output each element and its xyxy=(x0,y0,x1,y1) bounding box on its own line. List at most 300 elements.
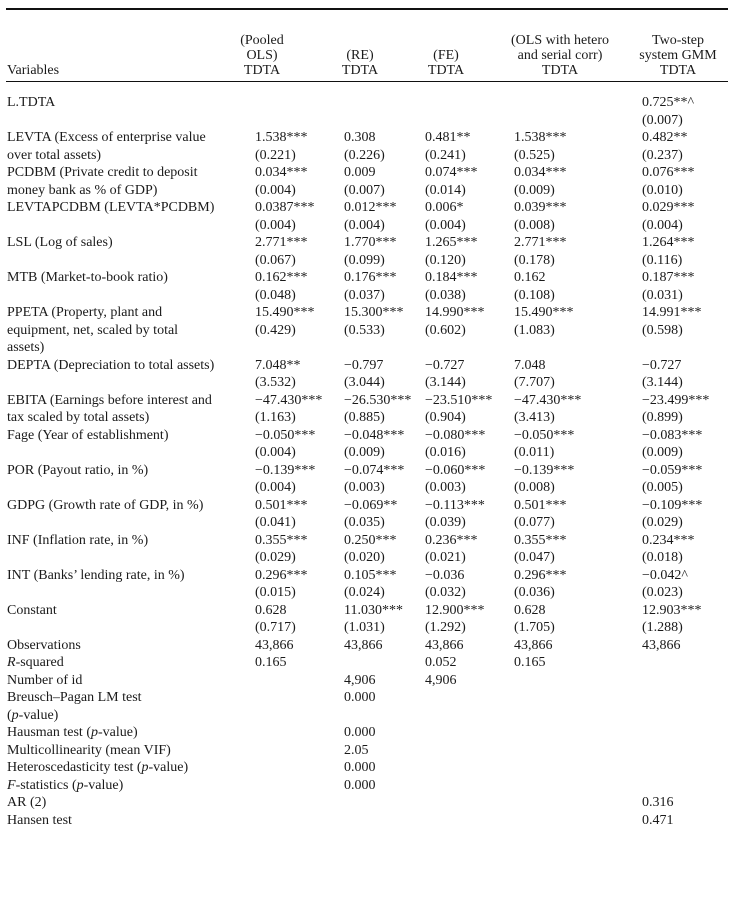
statistic-value: 43,866 xyxy=(642,637,681,653)
coef-cell xyxy=(218,567,318,602)
standard-error: (0.023) xyxy=(642,585,683,600)
standard-error: (0.039) xyxy=(425,515,466,530)
standard-error: (0.077) xyxy=(514,515,555,530)
statistic-label: Number of id xyxy=(7,672,83,688)
coef-cell xyxy=(612,532,734,567)
standard-error: (0.899) xyxy=(642,410,683,425)
stat-cell xyxy=(490,637,612,655)
standard-error: (1.705) xyxy=(514,620,555,635)
statistic-label: ( xyxy=(7,707,12,723)
coefficient-value: 0.308 xyxy=(344,130,376,145)
coefficient-value: 1.265*** xyxy=(425,235,478,250)
coefficient-value: 0.628 xyxy=(255,602,287,618)
standard-error: (1.083) xyxy=(514,322,555,338)
stat-cell xyxy=(404,812,490,830)
coefficient-value: 1.770*** xyxy=(344,235,397,250)
stat-row xyxy=(0,777,734,795)
coefficient-value: 1.538*** xyxy=(255,130,308,145)
coefficient-value: −0.797 xyxy=(344,357,384,373)
coefficient-value: 0.039*** xyxy=(514,200,567,215)
stat-cell xyxy=(612,794,734,812)
coef-cell xyxy=(404,304,490,357)
stat-cell xyxy=(318,637,404,655)
coefficient-value: −0.050*** xyxy=(255,427,316,443)
stat-cell xyxy=(612,759,734,777)
coefficient-value: 15.300*** xyxy=(344,305,404,320)
italic-symbol: R xyxy=(7,655,16,670)
coefficient-value: 0.481** xyxy=(425,130,471,145)
coef-cell xyxy=(490,602,612,637)
coef-cell xyxy=(490,462,612,497)
variable-name: PCDBM (Private credit to deposit money bank as % of GDP) xyxy=(7,165,198,198)
italic-symbol: p xyxy=(11,707,19,723)
standard-error: (0.602) xyxy=(425,322,466,338)
table-row xyxy=(0,602,734,637)
standard-error: (0.037) xyxy=(344,287,385,303)
coef-cell xyxy=(490,234,612,269)
stat-cell xyxy=(490,672,612,690)
coefficient-value: −0.059*** xyxy=(642,462,703,478)
statistic-label: Observations xyxy=(7,637,81,653)
coefficient-value: 0.250*** xyxy=(344,532,397,548)
standard-error: (0.007) xyxy=(642,112,683,128)
standard-error: (3.144) xyxy=(425,375,466,390)
coefficient-value: 0.482** xyxy=(642,130,688,145)
coefficient-value: 0.105*** xyxy=(344,567,397,583)
coef-cell xyxy=(318,269,404,304)
standard-error: (0.099) xyxy=(344,252,385,268)
coefficient-value: 0.234*** xyxy=(642,532,695,548)
coef-cell xyxy=(218,497,318,532)
statistic-value: 0.316 xyxy=(642,795,674,810)
italic-symbol: p xyxy=(90,725,98,740)
standard-error: (0.041) xyxy=(255,515,296,530)
statistic-value: 0.000 xyxy=(344,777,376,793)
statistic-value: 0.000 xyxy=(344,760,376,775)
standard-error: (0.009) xyxy=(344,445,385,460)
header-col-title: (OLS with hetero xyxy=(511,33,609,48)
stat-cell xyxy=(490,777,612,795)
standard-error: (1.288) xyxy=(642,620,683,635)
table-row xyxy=(0,234,734,269)
coefficient-value: 0.176*** xyxy=(344,270,397,285)
header-col-title-2: and serial corr) xyxy=(517,48,603,63)
standard-error: (0.004) xyxy=(255,217,296,233)
coef-cell xyxy=(404,567,490,602)
coef-cell xyxy=(612,602,734,637)
header-col-re xyxy=(330,14,390,78)
standard-error: (1.031) xyxy=(344,620,385,635)
standard-error: (0.008) xyxy=(514,217,555,233)
coefficient-value: 0.296*** xyxy=(255,567,308,583)
stat-cell xyxy=(218,689,318,707)
stat-cell xyxy=(404,654,490,672)
standard-error: (0.116) xyxy=(642,252,683,268)
stat-row xyxy=(0,759,734,777)
coef-cell xyxy=(404,199,490,234)
standard-error: (0.031) xyxy=(642,287,683,303)
coef-cell xyxy=(404,234,490,269)
coef-cell xyxy=(490,532,612,567)
stat-cell xyxy=(318,689,404,707)
coefficient-value: 12.900*** xyxy=(425,602,485,618)
header-col-ols-hetero xyxy=(496,14,624,78)
stat-row xyxy=(0,707,734,725)
stat-cell xyxy=(490,654,612,672)
coef-cell xyxy=(404,164,490,199)
standard-error: (0.221) xyxy=(255,147,296,163)
coef-cell xyxy=(490,129,612,164)
stat-cell xyxy=(318,672,404,690)
coefficient-value: 14.990*** xyxy=(425,305,485,320)
stat-cell xyxy=(404,742,490,760)
standard-error: (0.004) xyxy=(255,480,296,495)
standard-error: (3.044) xyxy=(344,375,385,390)
stat-cell xyxy=(490,794,612,812)
header-col-dv: TDTA xyxy=(243,63,281,78)
stat-cell xyxy=(490,707,612,725)
italic-symbol: F xyxy=(7,777,16,793)
stat-row xyxy=(0,742,734,760)
stat-cell xyxy=(404,637,490,655)
standard-error: (0.598) xyxy=(642,322,683,338)
stat-cell xyxy=(404,777,490,795)
coefficient-value: 15.490*** xyxy=(514,305,574,320)
standard-error: (0.178) xyxy=(514,252,555,268)
statistic-value: 43,866 xyxy=(425,637,464,653)
coef-cell xyxy=(490,357,612,392)
coef-cell xyxy=(218,164,318,199)
coef-cell xyxy=(218,304,318,357)
header-col-pooled-ols xyxy=(224,14,300,78)
coef-cell xyxy=(612,269,734,304)
statistic-label: Breusch–Pagan LM test xyxy=(7,690,142,705)
stat-cell xyxy=(612,777,734,795)
table-row xyxy=(0,427,734,462)
statistic-value: 0.471 xyxy=(642,812,674,828)
standard-error: (3.532) xyxy=(255,375,296,390)
standard-error: (0.009) xyxy=(514,182,555,198)
statistic-label: AR (2) xyxy=(7,795,47,810)
coefficient-value: −23.499*** xyxy=(642,392,710,408)
coef-cell xyxy=(490,164,612,199)
coefficient-value: 7.048** xyxy=(255,357,301,373)
coef-cell xyxy=(318,199,404,234)
table-row xyxy=(0,269,734,304)
coefficient-value: 7.048 xyxy=(514,357,546,373)
coefficient-value: 2.771*** xyxy=(514,235,567,250)
stat-cell xyxy=(490,812,612,830)
statistic-value: 43,866 xyxy=(344,637,383,653)
stat-row xyxy=(0,812,734,830)
variable-name: GDPG (Growth rate of GDP, in %) xyxy=(7,497,204,513)
coefficient-value: 0.012*** xyxy=(344,200,397,215)
variable-name: LEVTA (Excess of enterprise value over total assets) xyxy=(7,130,206,163)
coef-cell xyxy=(318,567,404,602)
coef-cell xyxy=(404,129,490,164)
standard-error: (0.237) xyxy=(642,147,683,163)
coef-cell xyxy=(404,532,490,567)
coefficient-value: 11.030*** xyxy=(344,602,403,618)
header-col-dv: TDTA xyxy=(541,63,579,78)
stat-cell xyxy=(612,689,734,707)
coefficient-value: 0.184*** xyxy=(425,270,478,285)
coef-cell xyxy=(318,462,404,497)
table-row xyxy=(0,462,734,497)
coef-cell xyxy=(612,497,734,532)
coefficient-value: 0.009 xyxy=(344,165,376,180)
statistic-value: 0.000 xyxy=(344,725,376,740)
coefficient-value: 1.538*** xyxy=(514,130,567,145)
standard-error: (0.038) xyxy=(425,287,466,303)
coefficient-value: −0.036 xyxy=(425,567,465,583)
coefficient-value: −47.430*** xyxy=(514,392,582,408)
statistic-value: 0.165 xyxy=(514,655,546,670)
stat-row xyxy=(0,672,734,690)
standard-error: (0.717) xyxy=(255,620,296,635)
stat-cell xyxy=(490,689,612,707)
standard-error: (0.011) xyxy=(514,445,555,460)
standard-error: (0.016) xyxy=(425,445,466,460)
coef-cell xyxy=(218,269,318,304)
stat-cell xyxy=(404,759,490,777)
standard-error: (0.024) xyxy=(344,585,385,600)
coef-cell xyxy=(612,567,734,602)
statistic-name xyxy=(0,707,218,725)
coef-cell xyxy=(404,462,490,497)
coefficient-value: −0.080*** xyxy=(425,427,486,443)
coefficient-value: −0.139*** xyxy=(514,462,575,478)
coefficient-value: 0.034*** xyxy=(255,165,308,180)
standard-error: (1.292) xyxy=(425,620,466,635)
variable-name: INF (Inflation rate, in %) xyxy=(7,532,149,548)
statistic-label: Heteroscedasticity test ( xyxy=(7,760,142,775)
coef-cell xyxy=(218,392,323,427)
statistic-name xyxy=(0,794,218,812)
coefficient-value: −0.109*** xyxy=(642,497,703,513)
coef-cell xyxy=(612,427,734,462)
coef-cell xyxy=(318,497,404,532)
coefficient-value: 0.501*** xyxy=(255,497,308,513)
standard-error: (0.004) xyxy=(642,217,683,233)
stat-cell xyxy=(612,707,734,725)
coefficient-value: −0.074*** xyxy=(344,462,405,478)
header-col-dv: TDTA xyxy=(427,63,465,78)
header-col-dv: TDTA xyxy=(341,63,379,78)
coef-cell xyxy=(318,129,404,164)
coef-cell xyxy=(318,164,404,199)
stat-cell xyxy=(612,742,734,760)
standard-error: (1.163) xyxy=(255,410,296,425)
coef-cell xyxy=(218,357,318,392)
variable-name: MTB (Market-to-book ratio) xyxy=(7,270,168,285)
standard-error: (0.003) xyxy=(344,480,385,495)
coefficient-value: −0.060*** xyxy=(425,462,486,478)
header-col-dv: TDTA xyxy=(659,63,697,78)
variable-name: INT (Banks’ lending rate, in %) xyxy=(7,567,185,583)
coefficient-value: −0.727 xyxy=(425,357,465,373)
coefficient-value: −0.050*** xyxy=(514,427,575,443)
standard-error: (0.035) xyxy=(344,515,385,530)
standard-error: (0.226) xyxy=(344,147,385,163)
coef-cell xyxy=(404,602,490,637)
stat-cell xyxy=(404,724,490,742)
coefficient-value: 1.264*** xyxy=(642,235,695,250)
coefficient-value: 2.771*** xyxy=(255,235,308,250)
statistic-name xyxy=(0,654,218,672)
coefficient-value: 15.490*** xyxy=(255,305,315,320)
standard-error: (0.008) xyxy=(514,480,555,495)
stat-cell xyxy=(218,812,318,830)
coefficient-value: −0.139*** xyxy=(255,462,316,478)
stat-cell xyxy=(404,794,490,812)
standard-error: (0.048) xyxy=(255,287,296,303)
coefficient-value: 0.029*** xyxy=(642,200,695,215)
header-col-title: Two-step xyxy=(652,33,704,48)
coef-cell xyxy=(490,269,612,304)
coefficient-value: 0.236*** xyxy=(425,532,478,548)
standard-error: (3.144) xyxy=(642,375,683,390)
coef-cell xyxy=(218,602,318,637)
standard-error: (0.904) xyxy=(425,410,466,425)
statistic-value: 0.165 xyxy=(255,655,287,670)
standard-error: (7.707) xyxy=(514,375,555,390)
table-row xyxy=(0,392,734,427)
stat-cell xyxy=(404,689,490,707)
coef-cell xyxy=(318,234,404,269)
coef-cell xyxy=(218,199,318,234)
table-row xyxy=(0,567,734,602)
coef-cell xyxy=(404,392,493,427)
standard-error: (0.004) xyxy=(255,182,296,198)
coef-cell xyxy=(218,532,318,567)
stat-cell xyxy=(218,707,318,725)
statistic-label: -value) xyxy=(18,707,59,723)
coef-cell xyxy=(490,304,612,357)
header-col-title: (RE) xyxy=(346,48,374,63)
variable-name: POR (Payout ratio, in %) xyxy=(7,462,149,478)
coef-cell xyxy=(490,427,612,462)
coef-cell xyxy=(612,392,734,427)
coefficient-value: −23.510*** xyxy=(425,392,493,408)
standard-error: (0.241) xyxy=(425,147,466,163)
stat-cell xyxy=(218,654,318,672)
variable-name: Fage (Year of establishment) xyxy=(7,427,169,443)
coef-cell xyxy=(490,94,612,129)
header-col-fe xyxy=(418,14,474,78)
stat-cell xyxy=(218,777,318,795)
statistic-label: Hansen test xyxy=(7,812,72,828)
coefficient-value: −0.113*** xyxy=(425,497,485,513)
stat-cell xyxy=(404,672,490,690)
stat-cell xyxy=(318,724,404,742)
coefficient-value: 12.903*** xyxy=(642,602,702,618)
table-row xyxy=(0,532,734,567)
stat-cell xyxy=(612,724,734,742)
header-variables-label: Variables xyxy=(7,63,60,78)
standard-error: (0.429) xyxy=(255,322,296,338)
coef-cell xyxy=(318,602,404,637)
variable-name: DEPTA (Depreciation to total assets) xyxy=(7,357,215,373)
coef-cell xyxy=(218,462,318,497)
coef-cell xyxy=(404,497,490,532)
coefficient-value: −0.069** xyxy=(344,497,398,513)
table-row xyxy=(0,357,734,392)
statistic-label: Multicollinearity (mean VIF) xyxy=(7,742,171,758)
table-row xyxy=(0,497,734,532)
stat-cell xyxy=(218,724,318,742)
coef-cell xyxy=(612,304,734,357)
coef-cell xyxy=(318,392,412,427)
stat-cell xyxy=(404,707,490,725)
coef-cell xyxy=(612,199,734,234)
standard-error: (0.003) xyxy=(425,480,466,495)
statistic-name xyxy=(0,812,218,830)
header-col-title: (Pooled OLS) xyxy=(240,33,284,63)
stat-cell xyxy=(218,759,318,777)
coef-cell xyxy=(612,234,734,269)
variable-name: LEVTAPCDBM (LEVTA*PCDBM) xyxy=(7,200,215,215)
coefficient-value: 0.725**^ xyxy=(642,95,695,110)
table-row xyxy=(0,164,734,199)
coefficient-value: 0.628 xyxy=(514,602,546,618)
header-rule xyxy=(6,81,728,82)
stat-cell xyxy=(218,672,318,690)
stat-cell xyxy=(318,742,404,760)
italic-symbol: p xyxy=(76,777,84,793)
variable-name: LSL (Log of sales) xyxy=(7,235,113,250)
statistic-name xyxy=(0,742,218,760)
coef-cell xyxy=(612,462,734,497)
statistic-name xyxy=(0,724,218,742)
standard-error: (0.047) xyxy=(514,550,555,565)
coefficient-value: −47.430*** xyxy=(255,392,323,408)
table-row xyxy=(0,199,734,234)
stat-cell xyxy=(612,672,734,690)
coef-cell xyxy=(612,129,734,164)
standard-error: (0.120) xyxy=(425,252,466,268)
coef-cell xyxy=(490,497,612,532)
coef-cell xyxy=(404,269,490,304)
statistic-name xyxy=(0,689,218,707)
standard-error: (0.014) xyxy=(425,182,466,198)
coefficient-value: −26.530*** xyxy=(344,392,412,408)
table-row xyxy=(0,129,734,164)
coef-cell xyxy=(490,392,612,427)
stat-cell xyxy=(218,637,318,655)
stat-cell xyxy=(218,742,318,760)
standard-error: (0.036) xyxy=(514,585,555,600)
stat-row xyxy=(0,654,734,672)
statistic-label: -value) xyxy=(148,760,189,775)
coefficient-value: 0.074*** xyxy=(425,165,478,180)
coef-cell xyxy=(404,427,490,462)
standard-error: (0.525) xyxy=(514,147,555,163)
coef-cell xyxy=(404,357,490,392)
standard-error: (0.010) xyxy=(642,182,683,198)
coefficient-value: −0.048*** xyxy=(344,427,405,443)
coefficient-value: 0.006* xyxy=(425,200,464,215)
stat-cell xyxy=(218,794,318,812)
stat-cell xyxy=(612,654,734,672)
coefficient-value: 0.355*** xyxy=(255,532,308,548)
coefficient-value: 0.296*** xyxy=(514,567,567,583)
standard-error: (0.004) xyxy=(344,217,385,233)
coefficient-value: 0.501*** xyxy=(514,497,567,513)
coefficient-value: −0.727 xyxy=(642,357,682,373)
coefficient-value: −0.042^ xyxy=(642,567,688,583)
statistic-value: 2.05 xyxy=(344,742,369,758)
